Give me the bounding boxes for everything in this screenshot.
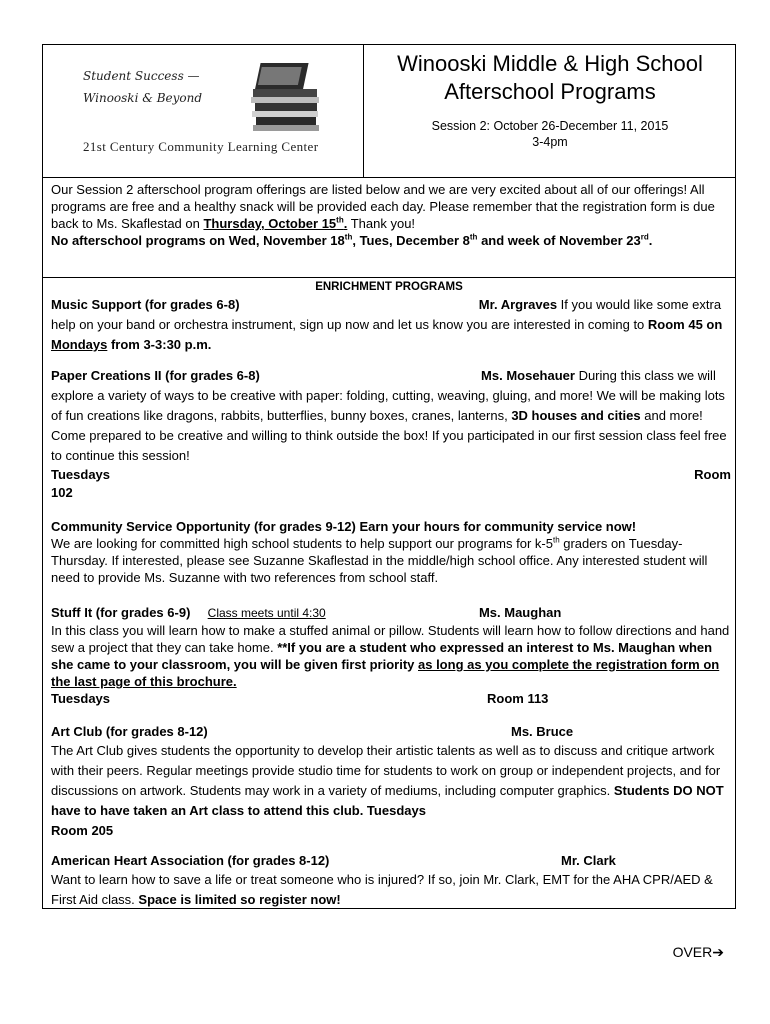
header-logo-area: [43, 45, 363, 177]
paper-description-2: and more! Come prepared to be creative and willing to think outside the box! If you participated in our first session class feel free to continue this session!: [51, 408, 727, 463]
paper-room-label: Room: [694, 467, 731, 482]
tagline-line-1: Student Success —: [83, 69, 200, 83]
notice-part-4: .: [648, 233, 653, 248]
art-title: Art Club (for grades 8-12): [51, 724, 208, 739]
program-art-club: [51, 724, 731, 841]
paper-description: During this class we will explore a variety of ways to be creative with paper: folding, cutting, weaving, gluing, and more! We will be making lots of fun creations like dragons, rabbits, butterflies, bunny boxes, cranes, lanterns,: [51, 368, 725, 423]
notice-part-2: , Tues, December 8: [352, 233, 470, 248]
heart-highlight: Space is limited so register now!: [138, 892, 341, 907]
notice-sup-2: th: [469, 232, 478, 242]
music-title: Music Support (for grades 6-8): [51, 297, 240, 312]
music-room: Room 45 on: [647, 317, 723, 332]
notice-part-1: No afterschool programs on Wed, November 18: [51, 233, 345, 248]
thank-you: Thank you!: [347, 216, 416, 231]
stuff-note: Class meets until 4:30: [207, 606, 326, 620]
paper-teacher: Ms. Mosehauer: [481, 368, 575, 383]
arrow-right-icon: ➔: [712, 944, 724, 960]
books-icon: [247, 61, 325, 133]
due-date: Thursday, October 15: [203, 216, 337, 231]
stuff-priority-condition: as long as you complete the registration form on the last page of this brochure.: [51, 657, 720, 689]
intro-text: Our Session 2 afterschool program offerings are listed below and we are very excited about all of our offerings! All programs are free and a healthy snack will be provided each day. Please remember that the registration form is due back to Ms. Skaflestad on: [51, 182, 715, 231]
tagline-line-2: Winooski & Beyond: [83, 91, 203, 105]
no-program-notice: [51, 233, 652, 248]
community-description-2: graders on Tuesday-Thursday. If interested, please see Suzanne Skaflestad in the middle/high school office. Any interested student will need to provide Ms. Suzanne with two references from school staff.: [51, 536, 708, 585]
notice-sup-1: th: [344, 232, 353, 242]
music-description: If you would like some extra help on your band or orchestra instrument, sign up now and let us know you are interested in coming to: [51, 297, 722, 332]
program-community: [51, 518, 731, 586]
community-title: Community Service Opportunity (for grades 9-12) Earn your hours for community service now!: [51, 519, 637, 534]
title-line-2: Afterschool Programs: [444, 79, 656, 104]
title-line-1: Winooski Middle & High School: [397, 51, 703, 76]
heart-description: Want to learn how to save a life or treat someone who is injured? If so, join Mr. Clark, EMT for the AHA CPR/AED & First Aid class.: [51, 872, 713, 907]
stuff-day: Tuesdays: [51, 691, 111, 706]
stuff-description: In this class you will learn how to make a stuffed animal or pillow. Students will learn how to follow directions and hand sew a project that they can take home.: [51, 623, 730, 655]
paper-room-number: 102: [51, 485, 73, 500]
art-room: Room 205: [51, 823, 114, 838]
session-time: 3-4pm: [532, 135, 568, 149]
stuff-teacher: Ms. Maughan: [478, 605, 562, 620]
heart-title: American Heart Association (for grades 8-12): [51, 853, 330, 868]
program-music: [51, 295, 731, 355]
header-title-area: [363, 45, 736, 177]
notice-sup-3: rd: [640, 232, 649, 242]
stuff-room: Room 113: [487, 691, 549, 706]
intro-paragraph: [51, 181, 731, 249]
due-date-tail: .: [343, 216, 348, 231]
center-name: 21st Century Community Learning Center: [83, 139, 319, 154]
community-description: We are looking for committed high school students to help support our programs for k-5: [51, 536, 553, 551]
over-indicator: [673, 944, 724, 961]
section-divider: [43, 277, 735, 278]
header-divider: [43, 177, 735, 178]
section-title: ENRICHMENT PROGRAMS: [315, 281, 463, 293]
paper-highlight: 3D houses and cities: [511, 408, 641, 423]
music-day: Mondays: [51, 337, 108, 352]
art-description: The Art Club gives students the opportunity to develop their artistic talents as well as to discuss and critique artwork with their peers. Regular meetings provide studio time for students to work on group or independent projects, and for discussions on artwork. Students may work in a variety of mediums, including computer graphics.: [51, 743, 721, 798]
stuff-title: Stuff It (for grades 6-9): [51, 605, 191, 620]
paper-day: Tuesdays: [51, 467, 111, 482]
program-stuff-it: [51, 604, 731, 707]
community-sup: th: [552, 535, 560, 545]
heart-teacher: Mr. Clark: [561, 853, 616, 868]
art-teacher: Ms. Bruce: [511, 724, 574, 739]
music-teacher: Mr. Argraves: [478, 297, 558, 312]
stuff-priority: **If you are a student who expressed an interest to Ms. Maughan when she came to your classroom, you will be given first priority: [51, 640, 713, 672]
paper-title: Paper Creations II (for grades 6-8): [51, 368, 260, 383]
program-frame: [42, 44, 736, 909]
notice-part-3: and week of November 23: [477, 233, 641, 248]
music-time: from 3-3:30 p.m.: [107, 337, 212, 352]
due-date-suffix: th: [336, 215, 344, 225]
over-text: OVER: [672, 944, 713, 960]
session-dates: Session 2: October 26-December 11, 2015: [431, 119, 669, 133]
art-highlight: Students DO NOT have to have taken an Art class to attend this club. Tuesdays: [51, 783, 724, 818]
program-paper: [51, 366, 731, 503]
program-heart-association: [51, 853, 731, 910]
